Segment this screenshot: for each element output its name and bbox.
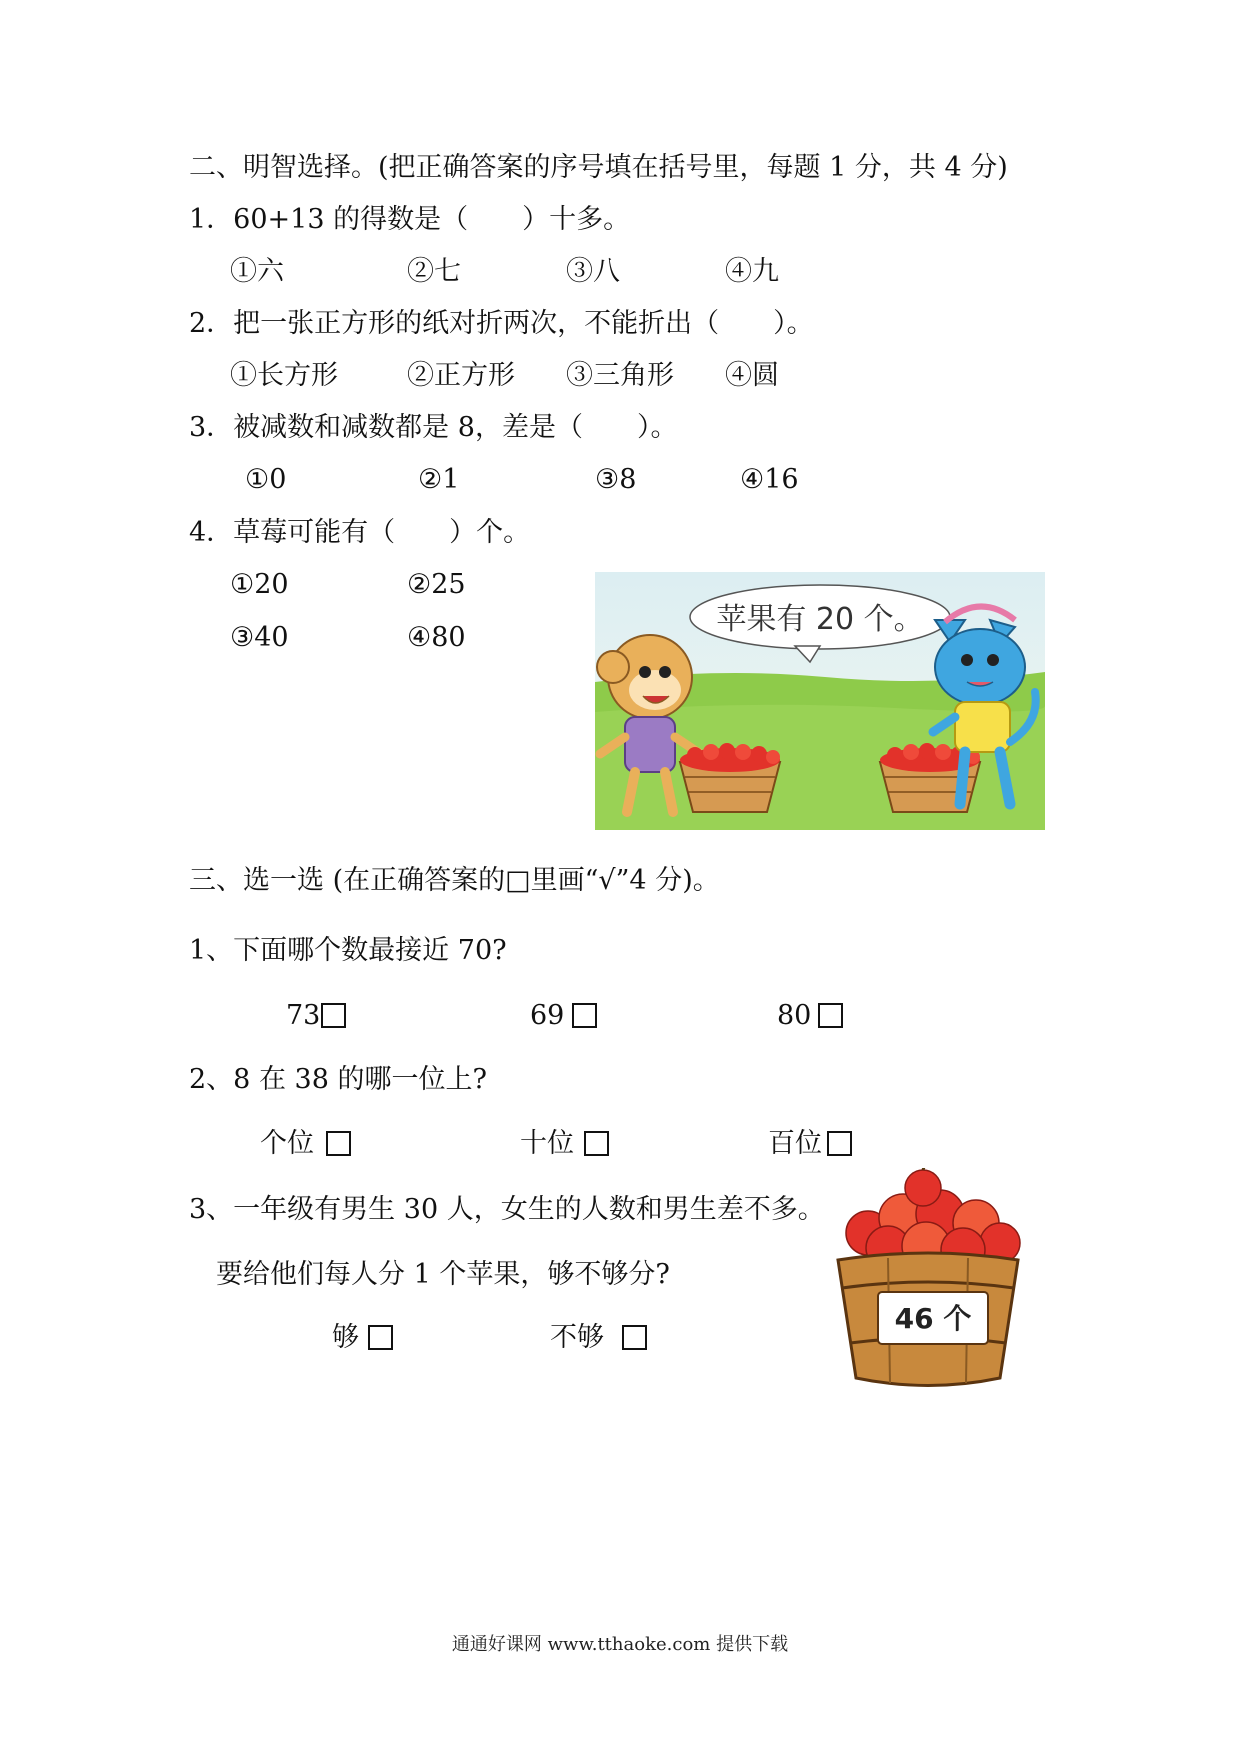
s3-q3-option-not-enough: 不够 bbox=[550, 1322, 604, 1353]
s3-question-3: 3、一年级有男生 30 人，女生的人数和男生差不多。 bbox=[189, 1194, 825, 1225]
s3-q1-checkbox-80[interactable] bbox=[818, 1003, 843, 1028]
q4-option-d[interactable]: ④80 bbox=[407, 622, 466, 653]
q1-option-b[interactable]: ②七 bbox=[407, 256, 461, 287]
q4-option-a[interactable]: ①20 bbox=[230, 569, 289, 600]
s3-q1-option-69: 69 bbox=[530, 1000, 565, 1031]
s3-q3-checkbox-enough[interactable] bbox=[368, 1325, 393, 1350]
question-1: 1．60+13 的得数是（ ）十多。 bbox=[189, 204, 631, 235]
q1-option-a[interactable]: ①六 bbox=[230, 256, 284, 287]
q4-option-b[interactable]: ②25 bbox=[407, 569, 466, 600]
q3-option-b[interactable]: ②1 bbox=[418, 464, 460, 495]
q1-option-d[interactable]: ④九 bbox=[725, 256, 779, 287]
q3-option-c[interactable]: ③8 bbox=[595, 464, 637, 495]
question-2: 2．把一张正方形的纸对折两次，不能折出（ ）。 bbox=[189, 308, 814, 339]
s3-q2-option-tens: 十位 bbox=[520, 1128, 574, 1159]
footer-credit: 通通好课网 www.tthaoke.com 提供下载 bbox=[451, 1634, 789, 1655]
apple-barrel-illustration bbox=[828, 1168, 1028, 1393]
s3-q2-checkbox-ones[interactable] bbox=[326, 1131, 351, 1156]
section3-title: 三、选一选 (在正确答案的□里画“√”4 分)。 bbox=[189, 865, 720, 896]
s3-q1-option-80: 80 bbox=[777, 1000, 812, 1031]
q4-option-c[interactable]: ③40 bbox=[230, 622, 289, 653]
s3-q2-option-ones: 个位 bbox=[260, 1128, 314, 1159]
q2-option-d[interactable]: ④圆 bbox=[725, 360, 779, 391]
section2-title: 二、明智选择。(把正确答案的序号填在括号里，每题 1 分，共 4 分) bbox=[189, 152, 1008, 183]
s3-q3-option-enough: 够 bbox=[332, 1322, 359, 1353]
s3-question-2: 2、8 在 38 的哪一位上? bbox=[189, 1064, 487, 1095]
q3-option-a[interactable]: ①0 bbox=[245, 464, 287, 495]
q2-option-a[interactable]: ①长方形 bbox=[230, 360, 338, 391]
barrel bbox=[838, 1253, 1018, 1386]
s3-question-1: 1、下面哪个数最接近 70? bbox=[189, 935, 507, 966]
apple-basket-left bbox=[680, 743, 780, 812]
s3-question-3-line2: 要给他们每人分 1 个苹果，够不够分? bbox=[216, 1259, 670, 1290]
question-4: 4．草莓可能有（ ）个。 bbox=[189, 517, 531, 548]
s3-q3-checkbox-not-enough[interactable] bbox=[622, 1325, 647, 1350]
q3-option-d[interactable]: ④16 bbox=[740, 464, 799, 495]
s3-q1-checkbox-73[interactable] bbox=[321, 1003, 346, 1028]
question-3: 3．被减数和减数都是 8，差是（ ）。 bbox=[189, 412, 678, 443]
s3-q2-checkbox-tens[interactable] bbox=[584, 1131, 609, 1156]
s3-q1-checkbox-69[interactable] bbox=[572, 1003, 597, 1028]
speech-text: 苹果有 20 个。 bbox=[716, 602, 924, 637]
apples-illustration bbox=[595, 572, 1045, 830]
s3-q1-option-73: 73 bbox=[286, 1000, 321, 1031]
q2-option-b[interactable]: ②正方形 bbox=[407, 360, 515, 391]
s3-q2-option-hundreds: 百位 bbox=[768, 1128, 822, 1159]
barrel-label: 46 个 bbox=[894, 1302, 972, 1335]
q2-option-c[interactable]: ③三角形 bbox=[566, 360, 674, 391]
q1-option-c[interactable]: ③八 bbox=[566, 256, 620, 287]
s3-q2-checkbox-hundreds[interactable] bbox=[827, 1131, 852, 1156]
